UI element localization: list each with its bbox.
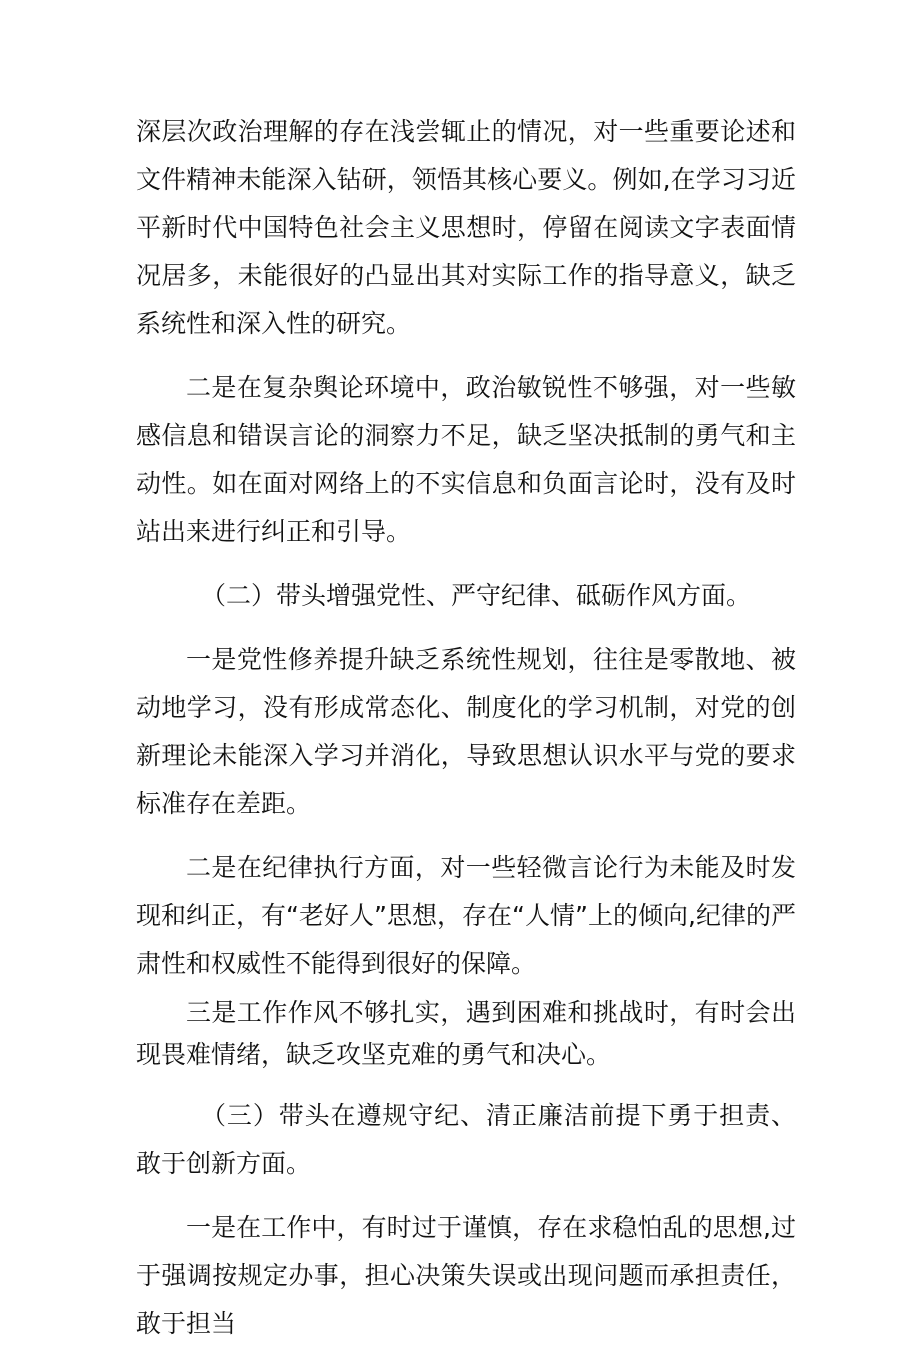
paragraph-continuation: 深层次政治理解的存在浅尝辄止的情况，对一些重要论述和文件精神未能深入钻研，领悟其核心要义。例如,在学习习近平新时代中国特色社会主义思想时，停留在阅读文字表面情况居多，未能很好的凸显出其对实际工作的指导意义，缺乏系统性和深入性的研究。: [136, 117, 796, 338]
paragraph-point-one-party: 一是党性修养提升缺乏系统性规划，往往是零散地、被动地学习，没有形成常态化、制度化的学习机制，对党的创新理论未能深入学习并消化，导致思想认识水平与党的要求标准存在差距。: [136, 645, 796, 818]
section-heading-two: （二）带头增强党性、严守纪律、砥砺作风方面。: [201, 581, 752, 610]
paragraph-point-three-style: 三是工作作风不够扎实，遇到困难和挑战时，有时会出现畏难情绪，缺乏攻坚克难的勇气和决心。: [136, 998, 796, 1069]
paragraph-point-two: 二是在复杂舆论环境中，政治敏锐性不够强，对一些敏感信息和错误言论的洞察力不足，缺乏坚决抵制的勇气和主动性。如在面对网络上的不实信息和负面言论时，没有及时站出来进行纠正和引导。: [136, 373, 796, 546]
section-heading-three: （三）带头在遵规守纪、清正廉洁前提下勇于担责、敢于创新方面。: [136, 1101, 796, 1178]
paragraph-point-two-discipline: 二是在纪律执行方面，对一些轻微言论行为未能及时发现和纠正，有“老好人”思想，存在“人情”上的倾向,纪律的严肃性和权威性不能得到很好的保障。: [136, 853, 796, 978]
document-body: [136, 108, 796, 1348]
paragraph-point-one-work: 一是在工作中，有时过于谨慎，存在求稳怕乱的思想,过于强调按规定办事，担心决策失误或出现问题而承担责任，敢于担当: [136, 1213, 796, 1338]
